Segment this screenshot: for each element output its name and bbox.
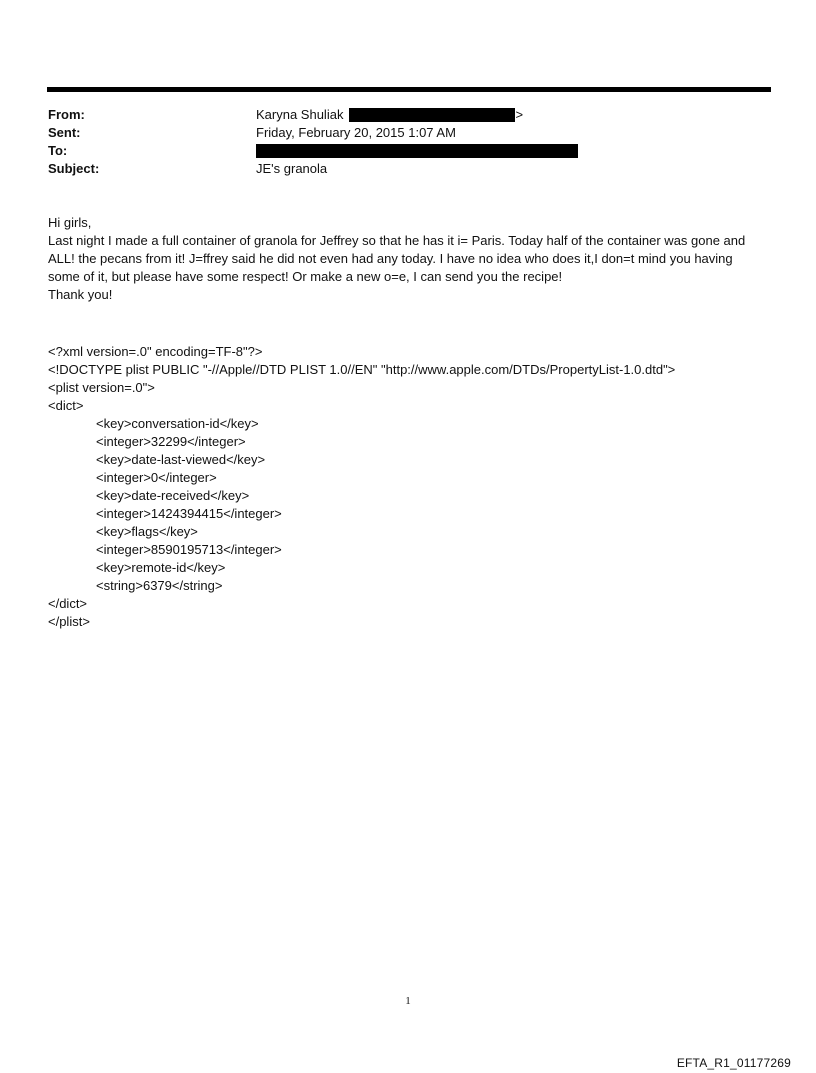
xml-line: <integer>32299</integer>	[96, 434, 246, 449]
to-row	[48, 142, 578, 160]
xml-line: <key>date-received</key>	[96, 488, 250, 503]
xml-line: <integer>1424394415</integer>	[96, 506, 282, 521]
body-line: Hi girls,	[48, 215, 92, 230]
xml-line: <key>conversation-id</key>	[96, 416, 259, 431]
from-name: Karyna Shuliak	[256, 107, 344, 122]
from-row	[48, 106, 578, 124]
email-header	[48, 106, 578, 178]
xml-line: <!DOCTYPE plist PUBLIC "-//Apple//DTD PLIST 1.0//EN" "http://www.apple.com/DTDs/PropertyList-1.0.dtd">	[48, 362, 676, 377]
xml-line: <dict>	[48, 398, 84, 413]
header-rule	[47, 87, 771, 92]
to-label: To:	[48, 143, 68, 158]
page-number: 1	[405, 995, 411, 1007]
from-label: From:	[48, 107, 85, 122]
xml-line: <key>date-last-viewed</key>	[96, 452, 266, 467]
xml-plist-block	[48, 343, 675, 631]
xml-line: <key>remote-id</key>	[96, 560, 226, 575]
sent-value: Friday, February 20, 2015 1:07 AM	[256, 125, 456, 140]
xml-line: </dict>	[48, 596, 88, 611]
xml-line: <integer>0</integer>	[96, 470, 217, 485]
redaction-box	[349, 108, 515, 122]
subject-label: Subject:	[48, 161, 100, 176]
email-body	[48, 214, 758, 304]
sent-label: Sent:	[48, 125, 81, 140]
xml-line: </plist>	[48, 614, 90, 629]
xml-line: <integer>8590195713</integer>	[96, 542, 282, 557]
subject-value: JE's granola	[256, 161, 328, 176]
document-id: EFTA_R1_01177269	[676, 1056, 791, 1070]
sent-row	[48, 124, 578, 142]
xml-line: <key>flags</key>	[96, 524, 198, 539]
redaction-box	[256, 144, 578, 158]
xml-line: <string>6379</string>	[96, 578, 223, 593]
from-suffix: >	[515, 107, 524, 122]
xml-line: <?xml version=.0" encoding=TF-8"?>	[48, 344, 263, 359]
body-line: Last night I made a full container of granola for Jeffrey so that he has it i= Paris. Today half of the container was gone and ALL! the pecans from it! J=ffrey said he did not even had any today. I have no idea who does it,I don=t mind you having some of it, but please have some respect! Or make a new o=e, I can send you the recipe!	[48, 233, 746, 284]
body-line: Thank you!	[48, 287, 113, 302]
subject-row	[48, 160, 578, 178]
xml-line: <plist version=.0">	[48, 380, 155, 395]
